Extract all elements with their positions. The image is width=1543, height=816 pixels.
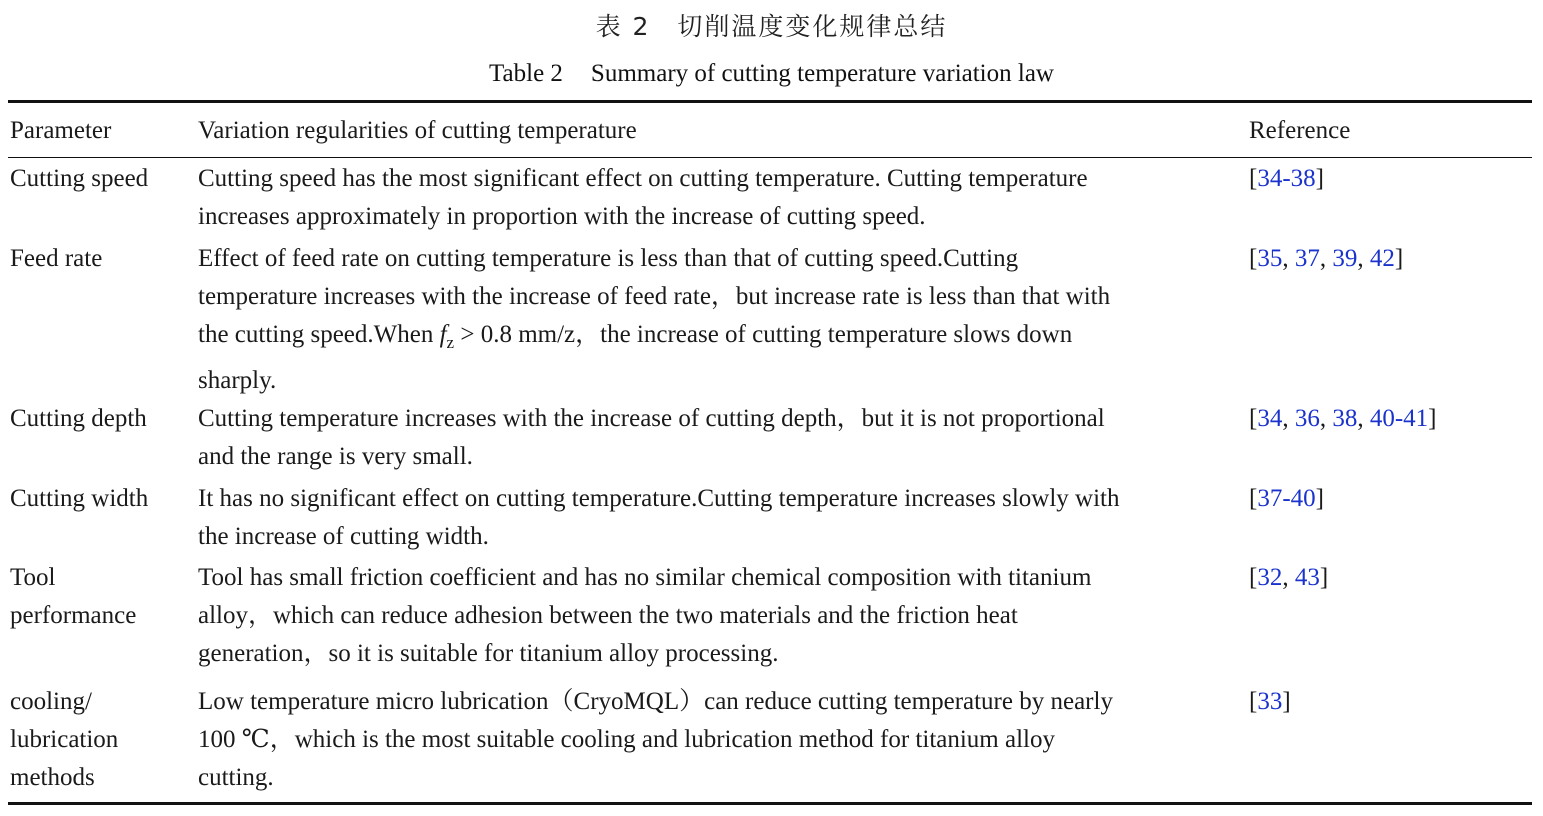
row-param <box>10 240 190 278</box>
variation-line <box>198 316 1244 362</box>
row-variation <box>198 559 1244 673</box>
variation-line: It has no significant effect on cutting temperature.Cutting temperature increases slowly with <box>198 485 1120 512</box>
param-line: cooling/ <box>10 688 92 715</box>
bottom-rule <box>8 802 1532 805</box>
reference-link[interactable]: 32 <box>1257 564 1283 591</box>
row-param <box>10 400 190 438</box>
row-variation <box>198 683 1244 797</box>
reference-link[interactable]: 33 <box>1257 688 1283 715</box>
formula-prefix: the cutting speed.When <box>198 321 440 348</box>
row-param <box>10 559 190 635</box>
reference-link[interactable]: 38 <box>1332 405 1358 432</box>
variation-line: increases approximately in proportion with the increase of cutting speed. <box>198 203 926 230</box>
variation-line: Effect of feed rate on cutting temperature is less than that of cutting speed.Cutting <box>198 245 1019 272</box>
reference-link[interactable]: 37 <box>1294 245 1320 272</box>
row-reference: [37-40] <box>1249 485 1324 512</box>
table-title: Summary of cutting temperature variation law <box>590 60 1054 87</box>
row-variation <box>198 400 1244 476</box>
row-reference: [34, 36, 38, 40-41] <box>1249 405 1437 432</box>
param-line: methods <box>10 764 95 791</box>
variation-line: the increase of cutting width. <box>198 523 489 550</box>
param-line: Tool <box>10 564 56 591</box>
variation-line: Cutting temperature increases with the increase of cutting depth，but it is not proportional <box>198 405 1105 432</box>
formula-suffix: > 0.8 mm/z，the increase of cutting temperature slows down <box>454 321 1073 348</box>
header-reference: Reference <box>1249 117 1351 144</box>
reference-link[interactable]: 37-40 <box>1257 485 1316 512</box>
row-variation <box>198 160 1244 236</box>
param-line: Cutting speed <box>10 165 149 192</box>
row-reference: [34-38] <box>1249 165 1324 192</box>
param-line: Cutting width <box>10 485 149 512</box>
variation-line: and the range is very small. <box>198 443 473 470</box>
variation-line: Cutting speed has the most significant effect on cutting temperature. Cutting temperature <box>198 165 1088 192</box>
variation-line: cutting. <box>198 764 274 791</box>
reference-link[interactable]: 34-38 <box>1257 165 1316 192</box>
top-rule <box>8 100 1532 103</box>
row-variation <box>198 480 1244 556</box>
reference-link[interactable]: 35 <box>1257 245 1283 272</box>
variation-line: temperature increases with the increase of feed rate，but increase rate is less than that with <box>198 283 1111 310</box>
row-param <box>10 480 190 518</box>
param-line: Feed rate <box>10 245 103 272</box>
variation-line: generation，so it is suitable for titanium alloy processing. <box>198 640 779 667</box>
reference-link[interactable]: 36 <box>1294 405 1320 432</box>
variation-line: 100 ℃，which is the most suitable cooling and lubrication method for titanium alloy <box>198 726 1055 753</box>
param-line: Cutting depth <box>10 405 147 432</box>
variation-line: Tool has small friction coefficient and has no similar chemical composition with titanium <box>198 564 1092 591</box>
header-rule <box>8 157 1532 158</box>
variation-line: sharply. <box>198 367 277 394</box>
reference-link[interactable]: 34 <box>1257 405 1283 432</box>
header-param: Parameter <box>10 117 112 144</box>
formula-subscript: z <box>446 333 455 352</box>
formula-variable: f <box>439 321 447 348</box>
header-variation: Variation regularities of cutting temperature <box>198 117 637 144</box>
param-line: performance <box>10 602 137 629</box>
row-reference: [33] <box>1249 688 1291 715</box>
table-caption-chinese: 表 2 切削温度变化规律总结 <box>595 12 948 41</box>
variation-line: Low temperature micro lubrication（CryoMQL）can reduce cutting temperature by nearly <box>198 688 1113 715</box>
reference-link[interactable]: 43 <box>1294 564 1320 591</box>
reference-link[interactable]: 39 <box>1332 245 1358 272</box>
table-label: Table 2 <box>489 60 563 87</box>
row-reference: [32, 43] <box>1249 564 1329 591</box>
param-line: lubrication <box>10 726 119 753</box>
table-caption-english <box>0 56 1543 92</box>
row-param <box>10 160 190 198</box>
row-param <box>10 683 190 797</box>
row-variation <box>198 240 1244 400</box>
row-reference: [35, 37, 39, 42] <box>1249 245 1404 272</box>
variation-line: alloy，which can reduce adhesion between the two materials and the friction heat <box>198 602 1018 629</box>
reference-link[interactable]: 40-41 <box>1369 405 1429 432</box>
reference-link[interactable]: 42 <box>1369 245 1395 272</box>
